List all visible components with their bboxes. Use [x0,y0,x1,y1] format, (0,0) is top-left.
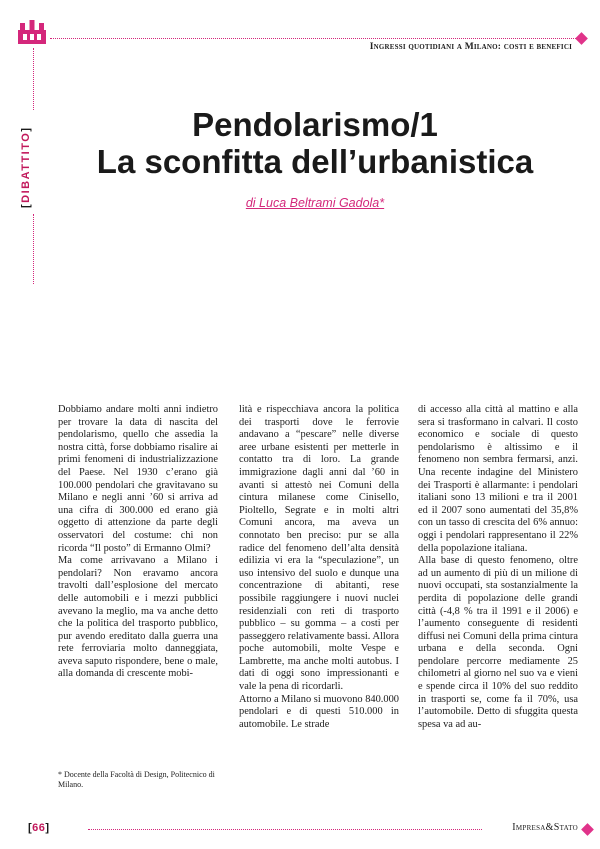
text-column-2 [239,404,399,731]
paragraph: lità e rispecchiava ancora la politica dei trasporti dove le ferrovie andavano a “pescare” nelle diverse aree urbane esistenti per metterle in contatto tra di loro. La grande immigrazione dagli anni dal ’60 in avanti si attestò nei Comuni della cintura milanese come Cinisello, Pioltello, Segrate e in molti altri Comuni ancora, ma aveva un connotato ben preciso: pur se alla radice del fenomeno dell’alta densità edilizia vi era la “speculazione”, un uso intensivo del suolo e dunque una concentrazione di abitanti, rese possibile raggiungere i nuovi nuclei residenziali con reti di trasporto pubblico – su gomma – a costi per passeggero relativamente bassi. Allora poche automobili, molte Vespe e Lambrette, ma anche molti autobus. I dati di oggi sono impressionanti e vale la pena di ricordarli. [239,404,399,693]
text-column-3 [418,404,578,731]
paragraph: Alla base di questo fenomeno, oltre ad un aumento di più di un milione di nuovi occupati, sta sostanzialmente la perdita di popolazione delle grandi città (-4,8 % tra il 1991 e il 2006) e l’aumento conseguente di residenti diffusi nei Comuni della prima cintura urbana e della seconda. Ogni pendolare percorre mediamente 25 chilometri al giorno nel suo va e vieni e spende circa il 10% del suo reddito in trasporti se, come fa il 70%, usa l’automobile. Detto di sfuggita questa spesa va ad au- [418,555,578,730]
title-line-2: La sconfitta dell’urbanistica [96,143,534,180]
title-line-1: Pendolarismo/1 [192,106,438,143]
paragraph: Ma come arrivavano a Milano i pendolari? Non eravamo ancora travolti dall’esplosione del mercato delle automobili e i mezzi pubblici avevano la meglio, ma va anche detto che la politica del trasporto pubblico, pur avendo ereditato dalla guerra una rete ferroviaria molto danneggiata, aveva saputo rispondere, bene o male, alla domanda di crescente mobi- [58,555,218,680]
side-rule-bottom [33,214,34,284]
paragraph: Dobbiamo andare molti anni indietro per trovare la data di nascita del pendolarismo, quello che assedia la nostra città, forse dobbiamo risalire ai primi fenomeni di industrializzazione del Paese. Nel 1930 c’erano già 100.000 pendolari che gravitavano su Milano e negli anni ’60 si arriva ad una cifra di 300.000 ed erano già oggetto di attenzione da parte degli osservatori del costume: chi non ricorda “Il posto” di Ermanno Olmi? [58,404,218,554]
magazine-logo [16,18,48,46]
page-number-value: 66 [32,822,46,834]
paragraph: Attorno a Milano si muovono 840.000 pendolari e di questi 510.000 in automobile. Le strade [239,693,399,730]
section-label-text: DIBATTITO [20,131,32,203]
header-rule [50,38,576,39]
author-footnote: * Docente della Facoltà di Design, Politecnico di Milano. [58,770,215,789]
article-title [40,106,590,180]
page-number: [66] [28,822,50,834]
paragraph: di accesso alla città al mattino e alla sera si trasformano in calvari. Il costo economico e sociale di questo pendolarismo è altissimo e il fenomeno non sembra fermarsi, anzi. Una recente indagine del Ministero dei Trasporti è allarmante: i pendolari italiani sono 13 milioni e tra il 2001 ed il 2007 sono aumentati del 35,8% con un tasso di crescita del 6% annuo: oggi i pendolari rappresentano il 22% della popolazione italiana. [418,404,578,554]
side-rule-top [33,48,34,110]
footer-rule [88,829,482,830]
section-label: [DIBATTITO] [20,126,32,208]
magazine-name: Impresa&Stato [512,822,578,833]
diamond-icon [575,32,588,45]
byline: di Luca Beltrami Gadola* [245,196,385,210]
diamond-icon [581,823,594,836]
text-column-1 [58,404,218,681]
section-title: Ingressi quotidiani a Milano: costi e benefici [369,42,572,52]
